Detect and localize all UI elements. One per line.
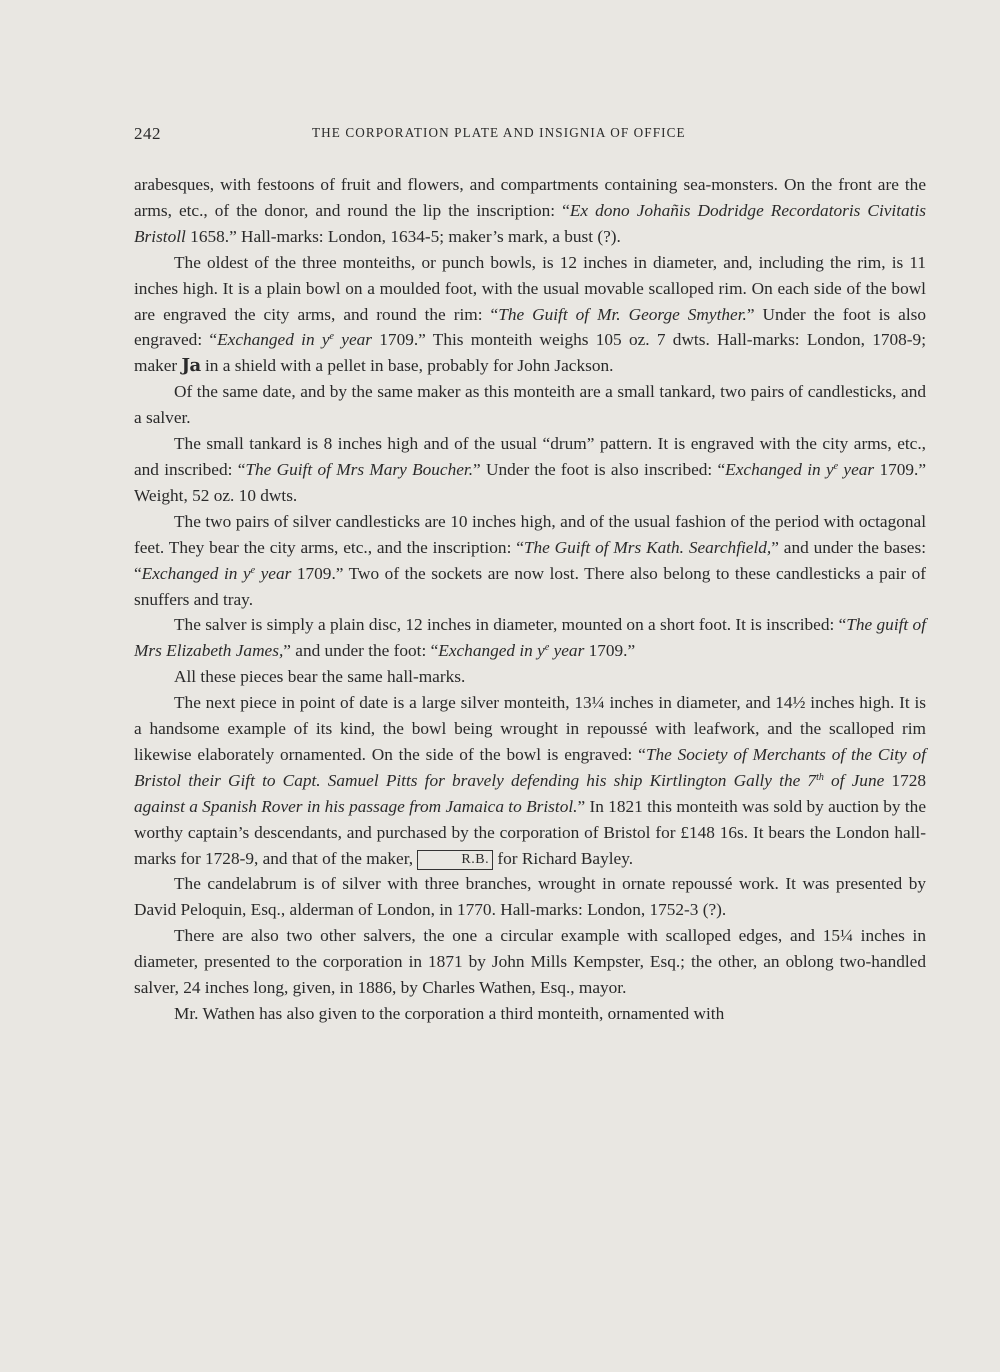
text-run: ” In 1821 this monteith was sold by auction by the worthy captain’s descendants, and purchased by the corporation of Bristol for £148 16s. It bears the London hall-marks for 1728-9, and that of the maker,	[134, 796, 926, 868]
paragraph-1	[134, 172, 926, 250]
paragraph-4	[134, 431, 926, 509]
text-run: 1658.” Hall-marks: London, 1634-5; maker’s mark, a bust (?).	[185, 226, 621, 246]
superscript: e	[329, 331, 334, 343]
superscript: e	[833, 460, 839, 472]
text-run: ” and under the foot: “	[283, 641, 439, 661]
paragraph-9: The candelabrum is of silver with three branches, wrought in ornate repoussé work. It was presented by David Peloquin, Esq., alderman of London, in 1770. Hall-marks: London, 1752-3 (?).	[134, 874, 926, 920]
text-run: The next piece in point of date is a large silver monteith, 13¼ inches in diameter, and 14½ inches high. It is a handsome example of its kind, the bowl being wrought in repoussé with leafwork, and the scalloped rim likewise elaborately ornamented. On the side of the bowl is engraved: “	[134, 693, 926, 764]
paragraph-6	[134, 612, 926, 664]
inscription-boucher: The Guift of Mrs Mary Boucher.	[245, 459, 474, 479]
text-run: 1709.” Two of the sockets are now lost. There also belong to these candlesticks a pair of snuffers and tray.	[134, 563, 926, 609]
text-run: The small tankard is 8 inches high and of the usual “drum” pattern. It is engraved with the city arms, etc., and inscribed: “	[134, 434, 926, 479]
text-run: The Society of Merchants of the City of Bristol their Gift to Capt. Samuel Pitts for bravely defending his ship Kirtlington Gally the 7	[134, 744, 926, 790]
text-run: for Richard Bayley.	[493, 848, 634, 868]
text-run: 1728	[884, 770, 926, 790]
text-run: year	[549, 641, 585, 661]
paragraph-3: Of the same date, and by the same maker as this monteith are a small tankard, two pairs of candlesticks, and a salver.	[134, 382, 926, 428]
text-run: ” and under the bases: “	[134, 537, 926, 583]
makers-mark-ja: Ja	[181, 355, 201, 377]
text-run: in a shield with a pellet in base, probably for John Jackson.	[200, 356, 614, 376]
text-run: ” Under the foot is also inscribed: “	[473, 459, 726, 479]
exchanged-inscription	[142, 564, 292, 583]
text-run: The oldest of the three monteiths, or punch bowls, is 12 inches in diameter, and, including the rim, is 11 inches high. It is a plain bowl on a moulded foot, with the usual movable scalloped rim. On each side of the bowl are engraved the city arms, and round the rim: “	[134, 252, 926, 324]
inscription-smyther: The Guift of Mr. George Smyther.	[498, 304, 747, 324]
text-run: 1709.”	[584, 641, 636, 661]
text-run: 1709.” This monteith weighs 105 oz. 7 dwts. Hall-marks: London, 1708-9; maker	[134, 330, 927, 376]
text-run: Exchanged in y	[725, 459, 834, 479]
text-run: year	[255, 563, 292, 583]
text-run: Exchanged in y	[141, 563, 251, 583]
paragraph-2	[134, 250, 926, 380]
text-run: The two pairs of silver candlesticks are 10 inches high, and of the usual fashion of the period with octagonal feet. They bear the city arms, etc., and the inscription: “	[134, 511, 926, 557]
text-run: of June	[823, 770, 885, 790]
exchanged-inscription	[725, 460, 874, 479]
running-title: THE CORPORATION PLATE AND INSIGNIA OF OFFICE	[312, 125, 686, 140]
makers-mark-rb: R.B.	[417, 850, 493, 870]
text-run: year	[838, 459, 875, 479]
paragraph-11: Mr. Wathen has also given to the corporation a third monteith, ornamented with	[174, 1004, 725, 1023]
running-head	[134, 124, 926, 148]
text-run: The salver is simply a plain disc, 12 inches in diameter, mounted on a short foot. It is inscribed: “	[174, 615, 847, 635]
text-run: arabesques, with festoons of fruit and flowers, and compartments containing sea-monsters. On the front are the arms, etc., of the donor, and round the lip the inscription: “	[134, 175, 926, 220]
inscription-searchfield: The Guift of Mrs Kath. Searchfield,	[523, 537, 772, 557]
exchanged-inscription	[217, 330, 372, 349]
superscript: e	[544, 642, 550, 654]
paragraph-7: All these pieces bear the same hall-marks.	[174, 667, 466, 687]
inscription-james: The guift of Mrs Elizabeth James,	[134, 615, 926, 661]
superscript: th	[816, 771, 824, 783]
page-number: 242	[134, 124, 161, 143]
paragraph-8	[134, 690, 926, 871]
paragraph-5	[134, 509, 926, 613]
body-text	[134, 172, 926, 1027]
inscription-pitts-continued: against a Spanish Rover in his passage from Jamaica to Bristol.	[134, 796, 578, 816]
paragraph-10: There are also two other salvers, the one a circular example with scalloped edges, and 15¼ inches in diameter, presented to the corporation in 1871 by John Mills Kempster, Esq.; the other, an oblong two-handled salver, 24 inches long, given, in 1886, by Charles Wathen, Esq., mayor.	[134, 926, 926, 998]
text-run: ” Under the foot is also engraved: “	[134, 304, 926, 350]
text-run: Exchanged in y	[217, 330, 330, 350]
exchanged-inscription	[438, 641, 584, 660]
text-run: 1709.” Weight, 52 oz. 10 dwts.	[134, 459, 926, 505]
inscription-dodridge: Ex dono Johañis Dodridge Recordatoris Civitatis Bristoll	[134, 200, 927, 246]
text-run: year	[334, 330, 372, 350]
text-run: Exchanged in y	[438, 641, 545, 661]
superscript: e	[250, 564, 256, 576]
